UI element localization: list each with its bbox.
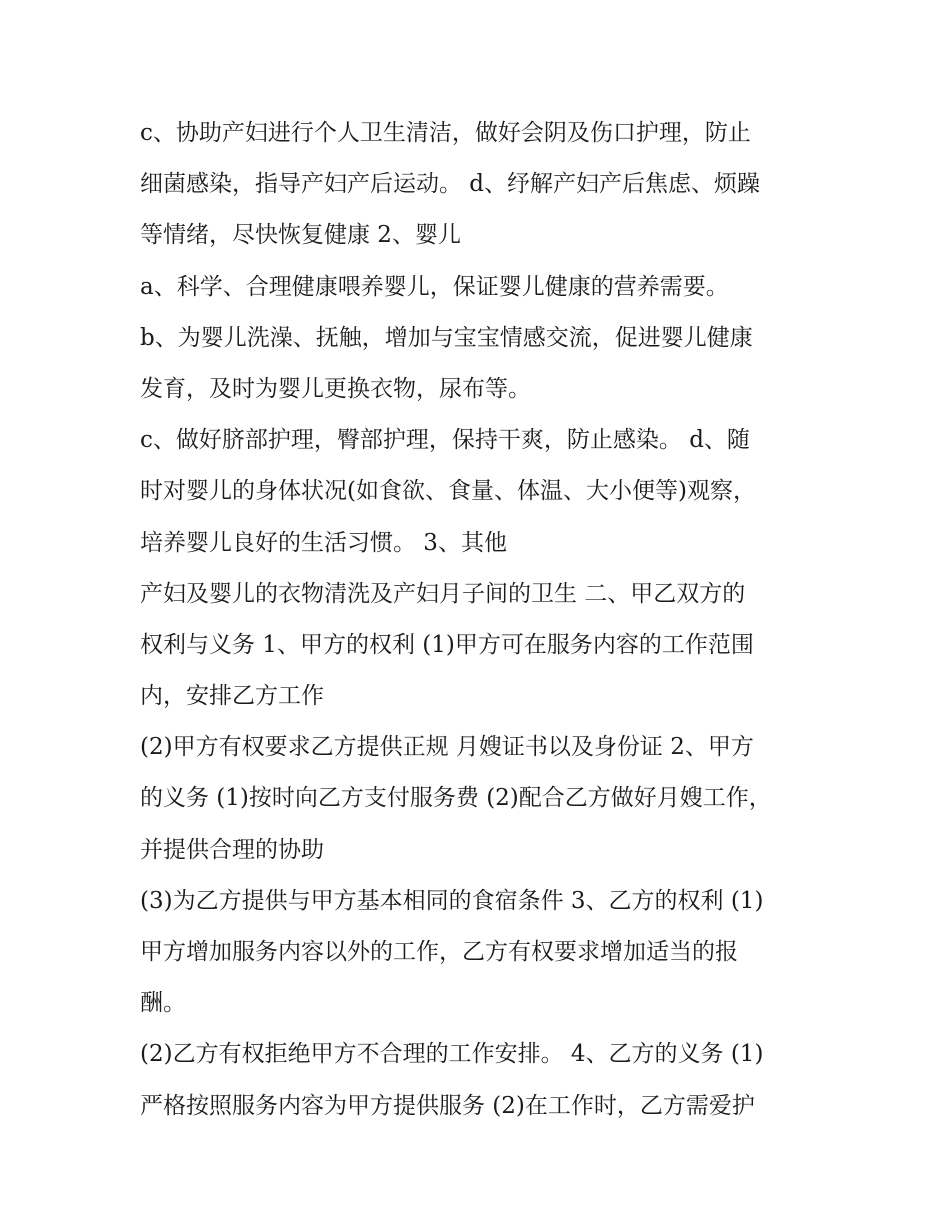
text-line: 产妇及婴儿的衣物清洗及产妇月子间的卫生 二、甲乙双方的 [140,580,746,607]
text-line: (3)为乙方提供与甲方基本相同的食宿条件 3、乙方的权利 (1) [140,887,764,914]
text-line: 权利与义务 1、甲方的权利 (1)甲方可在服务内容的工作范围 [140,631,754,658]
text-line: 的义务 (1)按时向乙方支付服务费 (2)配合乙方做好月嫂工作， [140,785,772,812]
text-line: 严格按照服务内容为甲方提供服务 (2)在工作时，乙方需爱护 [140,1092,755,1119]
text-line: 时对婴儿的身体状况(如食欲、食量、体温、大小便等)观察， [140,478,756,505]
text-line: b、为婴儿洗澡、抚触，增加与宝宝情感交流，促进婴儿健康 [140,324,753,351]
text-line: 等情绪，尽快恢复健康 2、婴儿 [140,222,461,249]
text-line: c、做好脐部护理，臀部护理，保持干爽，防止感染。 d、随 [140,427,750,454]
text-line: 内，安排乙方工作 [140,683,324,710]
text-line: a、科学、合理健康喂养婴儿，保证婴儿健康的营养需要。 [140,273,729,300]
document-body [140,108,820,1132]
text-line: 发育，及时为婴儿更换衣物，尿布等。 [140,375,531,402]
text-line: (2)乙方有权拒绝甲方不合理的工作安排。 4、乙方的义务 (1) [140,1041,764,1068]
text-line: (2)甲方有权要求乙方提供正规 月嫂证书以及身份证 2、甲方 [140,734,754,761]
text-line: c、协助产妇进行个人卫生清洁，做好会阴及伤口护理，防止 [140,120,751,146]
text-line: 培养婴儿良好的生活习惯。 3、其他 [140,529,507,556]
text-line: 甲方增加服务内容以外的工作，乙方有权要求增加适当的报 [140,939,738,965]
text-line: 细菌感染，指导产妇产后运动。 d、纾解产妇产后焦虑、烦躁 [140,171,761,198]
text-line: 并提供合理的协助 [140,836,324,863]
text-line: 酬。 [140,990,186,1017]
